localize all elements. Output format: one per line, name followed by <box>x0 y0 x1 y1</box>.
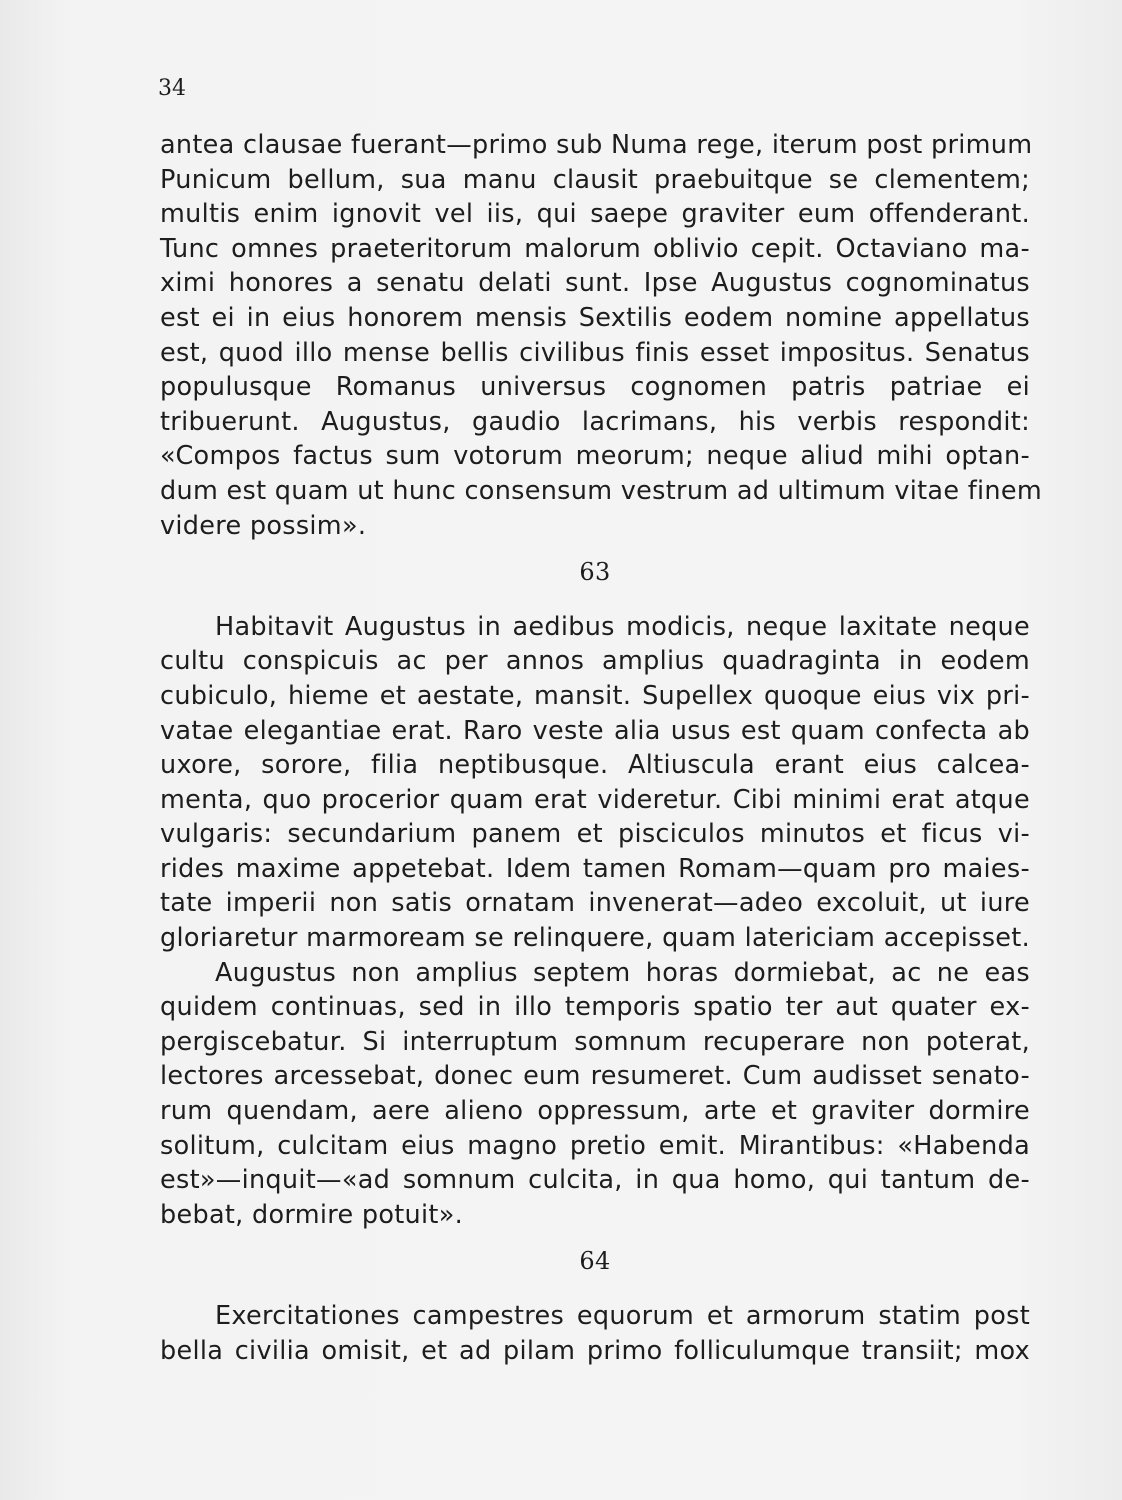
text-line: Tunc omnes praeteritorum malorum oblivio cepit. Octaviano ma- <box>160 233 1030 264</box>
text-line: pergiscebatur. Si interruptum somnum recuperare non poterat, <box>160 1026 1030 1057</box>
text-line: populusque Romanus universus cognomen patris patriae ei <box>160 372 1030 403</box>
text-line: vulgaris: secundarium panem et pisciculos minutos et ficus vi- <box>160 819 1030 850</box>
text-line: multis enim ignovit vel iis, qui saepe graviter eum offenderant. <box>160 199 1030 230</box>
text-line: est»—inquit—«ad somnum culcita, in qua homo, qui tantum de- <box>160 1165 1030 1196</box>
text-line: antea clausae fuerant—primo sub Numa rege, iterum post primum <box>160 130 1033 160</box>
section-heading-63: 63 <box>579 558 611 587</box>
text-line: Augustus non amplius septem horas dormiebat, ac ne eas <box>215 957 1030 988</box>
text-line: «Compos factus sum votorum meorum; neque aliud mihi optan- <box>160 441 1030 472</box>
text-line: bebat, dormire potuit». <box>160 1199 464 1230</box>
text-line: tate imperii non satis ornatam invenerat—adeo excoluit, ut iure <box>160 888 1030 919</box>
text-line: tribuerunt. Augustus, gaudio lacrimans, his verbis respondit: <box>160 406 1030 437</box>
text-line: vatae elegantiae erat. Raro veste alia usus est quam confecta ab <box>160 715 1030 746</box>
text-line: Habitavit Augustus in aedibus modicis, neque laxitate neque <box>215 611 1030 642</box>
section-heading-64: 64 <box>579 1247 611 1276</box>
section-continuation <box>160 128 1042 543</box>
text-line: bella civilia omisit, et ad pilam primo folliculumque transiit; mox <box>160 1335 1030 1366</box>
body-text <box>160 128 1042 1368</box>
text-line: Punicum bellum, sua manu clausit praebuitque se clementem; <box>160 164 1030 195</box>
text-line: gloriaretur marmoream se relinquere, quam latericiam accepisset. <box>160 923 1030 954</box>
text-line: rum quendam, aere alieno oppressum, arte et graviter dormire <box>160 1096 1030 1127</box>
text-line: rides maxime appetebat. Idem tamen Romam—quam pro maies- <box>160 853 1030 884</box>
page-number: 34 <box>158 76 186 101</box>
text-line: ximi honores a senatu delati sunt. Ipse Augustus cognominatus <box>160 268 1030 299</box>
text-line: menta, quo procerior quam erat videretur. Cibi minimi erat atque <box>160 784 1030 815</box>
text-line: uxore, sorore, filia neptibusque. Altiuscula erant eius calcea- <box>160 750 1030 781</box>
text-line: cubiculo, hieme et aestate, mansit. Supellex quoque eius vix pri- <box>160 680 1030 711</box>
text-line: videre possim». <box>160 510 367 541</box>
text-line: cultu conspicuis ac per annos amplius quadraginta in eodem <box>160 646 1030 677</box>
text-line: est, quod illo mense bellis civilibus finis esset impositus. Senatus <box>160 337 1030 368</box>
text-line: quidem continuas, sed in illo temporis spatio ter aut quater ex- <box>160 992 1030 1023</box>
text-line: Exercitationes campestres equorum et armorum statim post <box>215 1301 1030 1331</box>
text-line: est ei in eius honorem mensis Sextilis eodem nomine appellatus <box>160 302 1030 333</box>
text-line: dum est quam ut hunc consensum vestrum ad ultimum vitae finem <box>160 475 1042 506</box>
text-line: solitum, culcitam eius magno pretio emit. Mirantibus: «Habenda <box>160 1130 1030 1161</box>
text-line: lectores arcessebat, donec eum resumeret. Cum audisset senato- <box>160 1061 1030 1092</box>
section-63 <box>160 610 1030 1233</box>
section-64 <box>160 1299 1030 1368</box>
